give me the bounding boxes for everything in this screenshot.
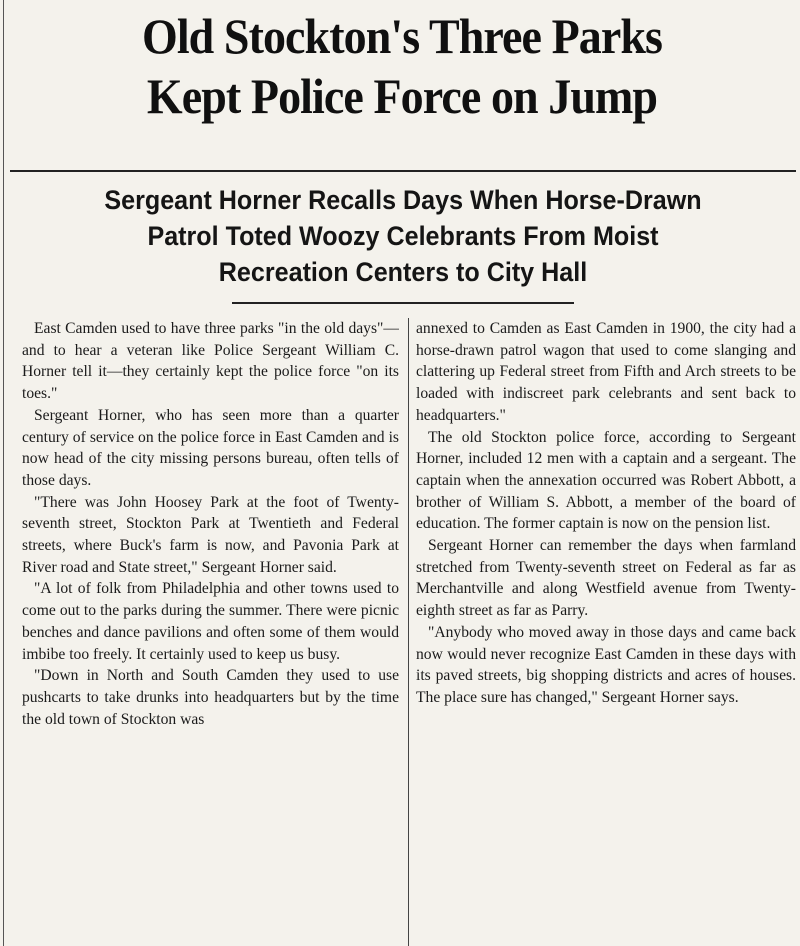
paragraph: "A lot of folk from Philadelphia and other towns used to come out to the parks during the summer. There were picnic benches and dance pavilions and often some of them would imbibe too freely. It certainly used to keep us busy. (22, 580, 399, 663)
paragraph: "Down in North and South Camden they used to use pushcarts to take drunks into headquarters but by the time the old town of Stockton was (22, 667, 399, 728)
headline-line-1: Old Stockton's Three Parks (141, 8, 663, 64)
paragraph: annexed to Camden as East Camden in 1900, the city had a horse-drawn patrol wagon that used to come slanging and clattering up Federal street from Fifth and Arch streets to be loaded with indiscreet park celebrants and sent back to headquarters." (416, 320, 796, 424)
paragraph: "There was John Hoosey Park at the foot of Twenty-seventh street, Stockton Park at Twentieth and Federal streets, where Buck's farm is now, and Pavonia Park at River road and State street," Sergeant Horner said. (22, 493, 399, 576)
right-column (416, 318, 796, 946)
paragraph: East Camden used to have three parks "in the old days"—and to hear a veteran like Police Sergeant William C. Horner tell it—they certainly kept the police force "on its toes." (22, 320, 399, 403)
left-margin-rule (3, 0, 4, 946)
subheadline (38, 182, 769, 290)
paragraph: "Anybody who moved away in those days and came back now would never recognize East Camden in these days with its paved streets, big shopping districts and acres of houses. The place sure has changed," Sergeant Horner says. (416, 623, 796, 706)
subhead-rule (232, 302, 574, 304)
paragraph: Sergeant Horner can remember the days when farmland stretched from Twenty-seventh street on Federal as far as Merchantville and along Westfield avenue from Twenty-eighth street as far as Parry. (416, 537, 796, 620)
headline (41, 6, 762, 126)
column-divider (408, 318, 409, 946)
paragraph: The old Stockton police force, according to Sergeant Horner, included 12 men with a captain and a sergeant. The captain when the annexation occurred was Robert Abbott, a brother of William S. Abbott, a member of the board of education. The former captain is now on the pension list. (416, 428, 796, 533)
left-column (22, 318, 399, 946)
subhead-line-1: Sergeant Horner Recalls Days When Horse-Drawn (104, 185, 702, 215)
subhead-line-2: Patrol Toted Woozy Celebrants From Moist (147, 221, 659, 251)
subhead-line-3: Recreation Centers to City Hall (218, 257, 588, 287)
headline-rule (10, 170, 796, 172)
headline-line-2: Kept Police Force on Jump (146, 68, 658, 124)
paragraph: Sergeant Horner, who has seen more than a quarter century of service on the police force in East Camden and is now head of the city missing persons bureau, often tells of those days. (22, 406, 399, 489)
